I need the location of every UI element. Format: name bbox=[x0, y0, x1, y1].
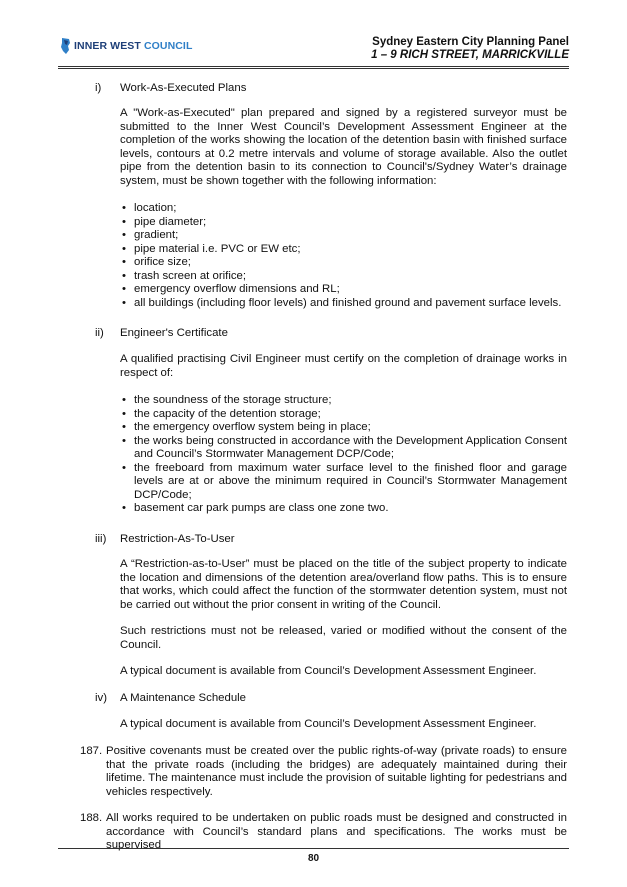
list-item: • emergency overflow dimensions and RL; bbox=[120, 283, 567, 297]
list-item: • gradient; bbox=[120, 229, 567, 243]
condition-number: 188. bbox=[80, 812, 103, 824]
header-rule bbox=[58, 66, 569, 67]
council-logo bbox=[60, 38, 192, 54]
list-item: • the works being constructed in accordance with the Development Application Consent and Council’s Stormwater Management DCP/Code; bbox=[120, 435, 567, 462]
section-numeral: i) bbox=[95, 82, 102, 94]
list-item: • the freeboard from maximum water surface level to the finished floor and garage levels are at or above the minimum required in Council’s Stormwater Management DCP/Code; bbox=[120, 462, 567, 503]
section-paragraph: A typical document is available from Council’s Development Assessment Engineer. bbox=[120, 718, 537, 730]
condition-number: 187. bbox=[80, 745, 103, 757]
panel-name: Sydney Eastern City Planning Panel bbox=[372, 36, 569, 48]
footer-rule bbox=[58, 848, 569, 849]
section-paragraph: A qualified practising Civil Engineer must certify on the completion of drainage works in respect of: bbox=[120, 353, 567, 379]
list-item: • basement car park pumps are class one zone two. bbox=[120, 502, 567, 516]
section-title: A Maintenance Schedule bbox=[120, 692, 247, 704]
section-title: Restriction-As-To-User bbox=[120, 533, 235, 545]
section-paragraph: A “Restriction-as-to-User” must be placed on the title of the subject property to indicate the location and dimensions of the detention area/overland flow paths. This is to ensure that works, which could affect the function of the stormwater detention system, must not be carried out without the prior consent in writing of the Council. bbox=[120, 558, 567, 611]
condition-text: All works required to be undertaken on public roads must be designed and constructed in accordance with Council’s standard plans and specifications. The works must be supervised bbox=[106, 812, 567, 851]
section-title: Engineer's Certificate bbox=[120, 327, 228, 339]
section-paragraph: Such restrictions must not be released, varied or modified without the consent of the Council. bbox=[120, 625, 567, 651]
list-item: • pipe diameter; bbox=[120, 216, 567, 230]
info-list bbox=[120, 202, 567, 310]
page-header bbox=[58, 30, 569, 70]
section-numeral: ii) bbox=[95, 327, 104, 339]
logo-text: INNER WEST COUNCIL bbox=[74, 40, 193, 52]
section-numeral: iv) bbox=[95, 692, 108, 704]
list-item: • the emergency overflow system being in place; bbox=[120, 421, 567, 435]
list-item: • trash screen at orifice; bbox=[120, 270, 567, 284]
page-number: 80 bbox=[307, 853, 320, 864]
section-paragraph: A typical document is available from Council’s Development Assessment Engineer. bbox=[120, 665, 537, 677]
condition-text: Positive covenants must be created over the public rights-of-way (private roads) to ensure that the private roads (including the bridges) are adequately maintained during their lifetime. The maintenance must include the provision of suitable lighting for pedestrians and vehicles respectively. bbox=[106, 745, 567, 798]
site-address: 1 – 9 RICH STREET, MARRICKVILLE bbox=[371, 49, 569, 61]
header-rule-secondary bbox=[58, 68, 569, 69]
section-paragraph: A "Work-as-Executed" plan prepared and signed by a registered surveyor must be submitted to the Inner West Council’s Development Assessment Engineer at the completion of the works showing the location of the detention basin with finished surface levels, contours at 0.2 metre intervals and volume of storage available. Also the outlet pipe from the detention basin to its connection to Council's/Sydney Water’s drainage system, must be shown together with the following information: bbox=[120, 107, 567, 187]
list-item: • the soundness of the storage structure; bbox=[120, 394, 567, 408]
list-item: • pipe material i.e. PVC or EW etc; bbox=[120, 243, 567, 257]
panel-title bbox=[371, 36, 569, 62]
certify-list bbox=[120, 394, 567, 516]
section-numeral: iii) bbox=[95, 533, 107, 545]
list-item: • all buildings (including floor levels) and finished ground and pavement surface levels. bbox=[120, 297, 567, 311]
list-item: • orifice size; bbox=[120, 256, 567, 270]
list-item: • location; bbox=[120, 202, 567, 216]
section-title: Work-As-Executed Plans bbox=[120, 82, 247, 94]
map-shape-icon bbox=[60, 38, 71, 54]
list-item: • the capacity of the detention storage; bbox=[120, 408, 567, 422]
